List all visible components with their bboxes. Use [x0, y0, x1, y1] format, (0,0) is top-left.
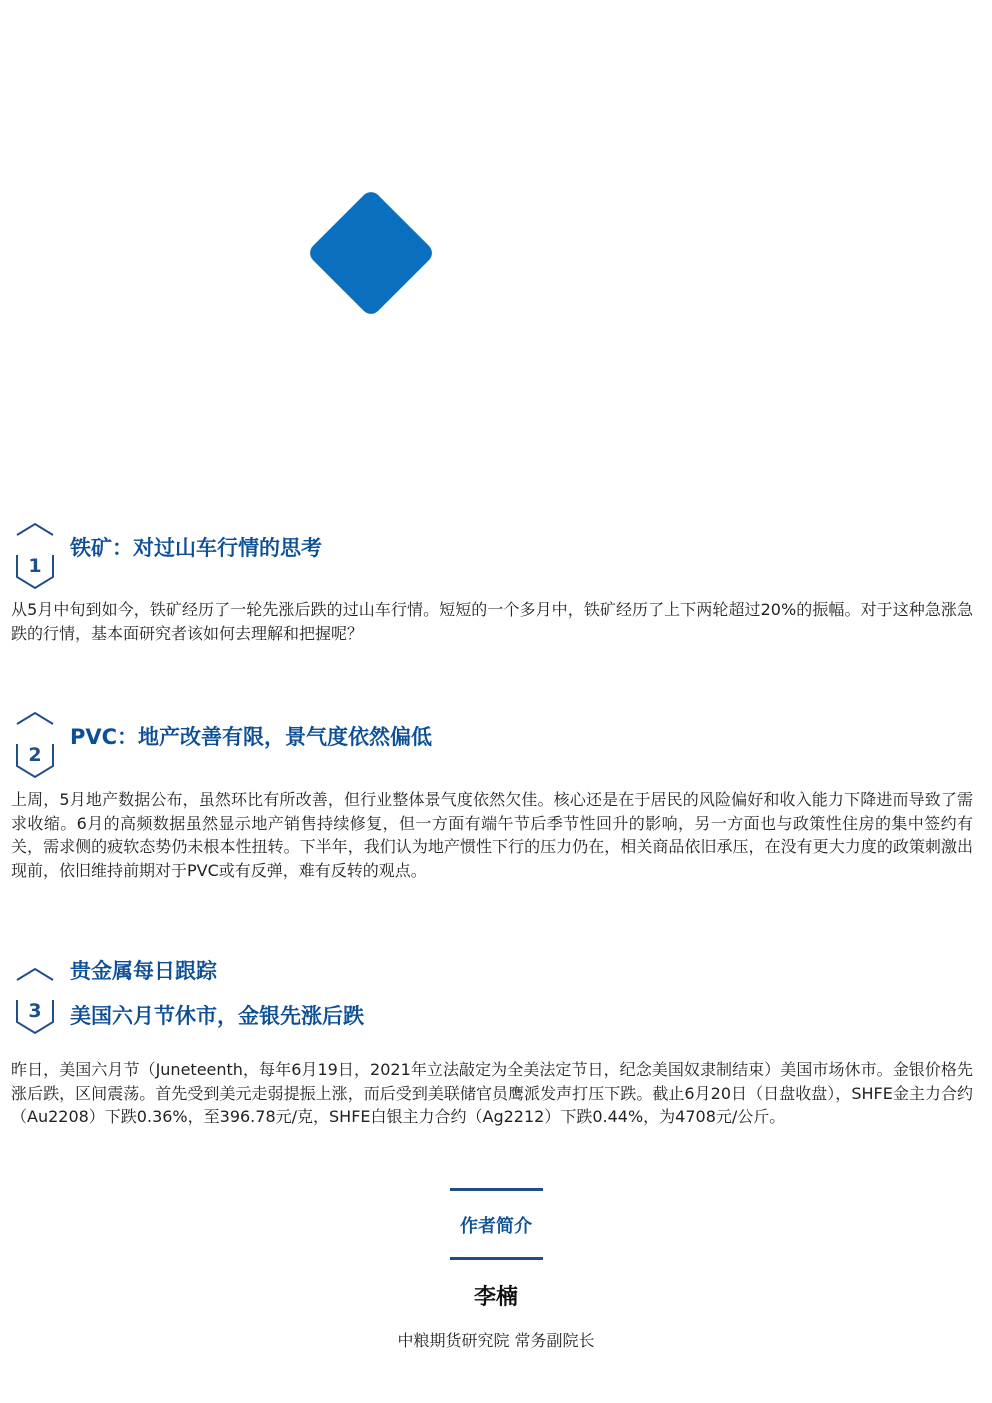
section-number: 1	[28, 555, 42, 577]
section-number: 2	[28, 744, 42, 766]
section-2-body: 上周，5月地产数据公布，虽然环比有所改善，但行业整体景气度依然欠佳。核心还是在于居民的风险偏好和收入能力下降进而导致了需求收缩。6月的高频数据虽然显示地产销售持续修复，但一方面有端午节后季节性回升的影响，另一方面也与政策性住房的集中签约有关，需求侧的疲软态势仍未根本性扭转。下半年，我们认为地产惯性下行的压力仍在，相关商品依旧承压，在没有更大力度的政策刺激出现前，依旧维持前期对于PVC或有反弹，难有反转的观点。	[11, 790, 973, 880]
section-number: 3	[28, 1000, 42, 1022]
divider-top	[450, 1188, 543, 1191]
section-3-number-badge	[14, 966, 56, 1036]
section-2-number-badge	[14, 710, 56, 780]
section-2-title: PVC：地产改善有限，景气度依然偏低	[70, 725, 433, 749]
section-3-body: 昨日，美国六月节（Juneteenth，每年6月19日，2021年立法敲定为全美法定节日，纪念美国奴隶制结束）美国市场休市。金银价格先涨后跌，区间震荡。首先受到美元走弱提振上涨，而后受到美联储官员鹰派发声打压下跌。截止6月20日（日盘收盘），SHFE金主力合约（Au2208）下跌0.36%，至396.78元/克，SHFE白银主力合约（Ag2212）下跌0.44%，为4708元/公斤。	[11, 1060, 973, 1126]
section-3-title: 贵金属每日跟踪	[70, 959, 217, 983]
section-3-subtitle: 美国六月节休市，金银先涨后跌	[70, 1004, 364, 1028]
section-1-number-badge	[14, 521, 56, 591]
author-role: 中粮期货研究院 常务副院长	[397, 1331, 595, 1350]
section-1-title: 铁矿：对过山车行情的思考	[70, 536, 322, 560]
diamond-icon	[306, 188, 436, 318]
divider-bottom	[450, 1257, 543, 1260]
author-heading: 作者简介	[460, 1216, 532, 1237]
author-name: 李楠	[473, 1285, 518, 1310]
section-1-body: 从5月中旬到如今，铁矿经历了一轮先涨后跌的过山车行情。短短的一个多月中，铁矿经历了上下两轮超过20%的振幅。对于这种急涨急跌的行情，基本面研究者该如何去理解和把握呢？	[11, 600, 973, 643]
